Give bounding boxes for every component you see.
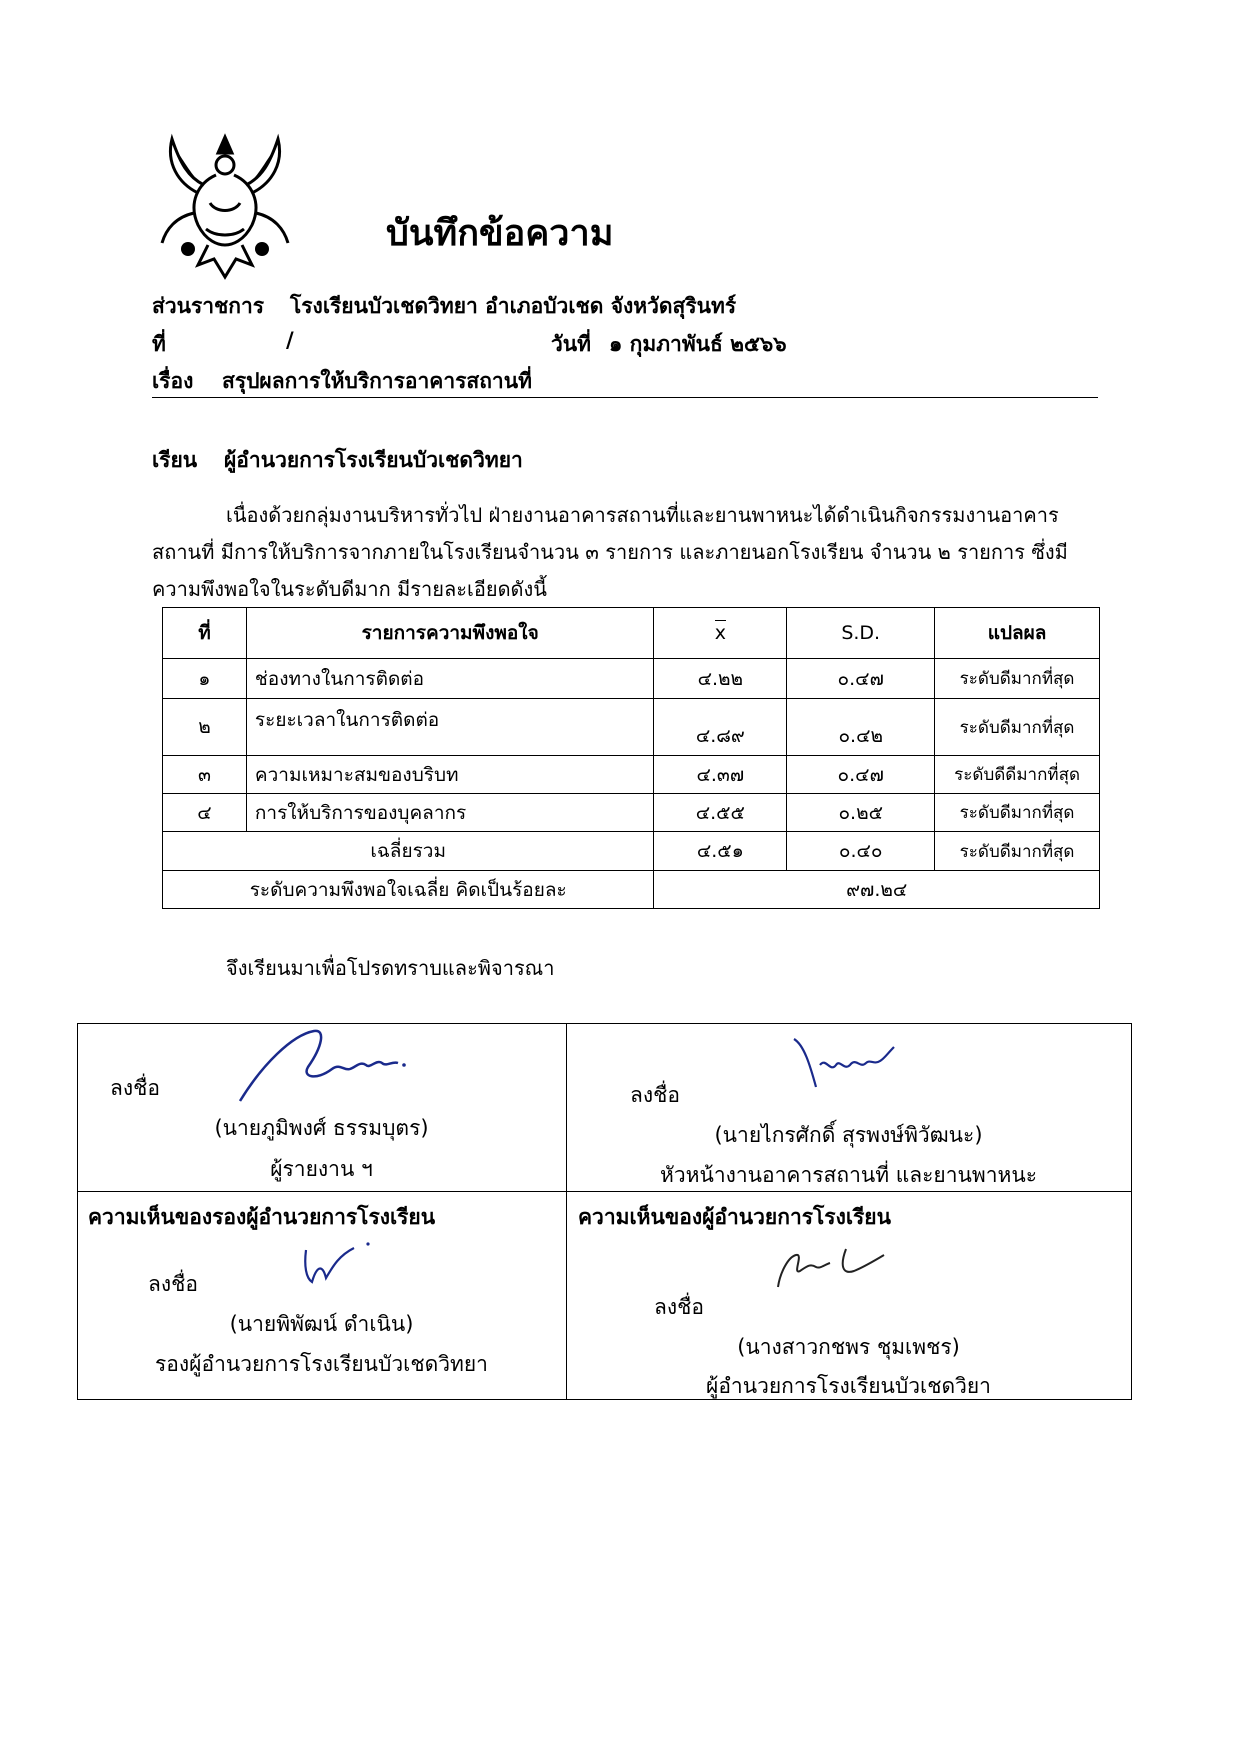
paragraph-line-1: เนื่องด้วยกลุ่มงานบริหารทั่วไป ฝ่ายงานอาคารสถานที่และยานพาหนะได้ดำเนินกิจกรรมงานอาคาร: [226, 503, 1059, 527]
to-value: ผู้อำนวยการโรงเรียนบัวเชดวิทยา: [224, 448, 523, 472]
row-no: ๓: [163, 756, 247, 794]
agency-label: ส่วนราชการ: [152, 294, 265, 318]
table-average-row: [163, 832, 1100, 871]
table-row: [163, 699, 1100, 756]
avg-interp: ระดับดีมากที่สุด: [935, 832, 1100, 871]
row-interp: ระดับดีมากที่สุด: [935, 794, 1100, 832]
header-no: ที่: [163, 608, 247, 659]
signature-head: [790, 1035, 900, 1095]
garuda-emblem: [158, 133, 292, 281]
sign-label-deputy: ลงชื่อ: [148, 1272, 198, 1296]
reporter-role: ผู้รายงาน ฯ: [270, 1157, 373, 1181]
ref-slash: /: [286, 328, 294, 352]
closing-text: จึงเรียนมาเพื่อโปรดทราบและพิจารณา: [226, 956, 555, 980]
row-interp: ระดับดีมากที่สุด: [935, 659, 1100, 699]
director-role: ผู้อำนวยการโรงเรียนบัวเชดวิยา: [706, 1374, 991, 1398]
avg-label: เฉลี่ยรวม: [163, 832, 654, 871]
row-sd: ๐.๒๕: [787, 794, 935, 832]
signature-director: [770, 1245, 890, 1295]
row-item: ระยะเวลาในการติดต่อ: [246, 699, 653, 756]
row-mean: ๔.๕๕: [654, 794, 787, 832]
row-item: ช่องทางในการติดต่อ: [246, 659, 653, 699]
percent-label: ระดับความพึงพอใจเฉลี่ย คิดเป็นร้อยละ: [163, 871, 654, 909]
avg-mean: ๔.๕๑: [654, 832, 787, 871]
deputy-role: รองผู้อำนวยการโรงเรียนบัวเชดวิทยา: [155, 1352, 488, 1376]
header-interp: แปลผล: [935, 608, 1100, 659]
date-label: วันที่: [551, 332, 591, 356]
header-item: รายการความพึงพอใจ: [246, 608, 653, 659]
sign-label-reporter: ลงชื่อ: [110, 1076, 160, 1100]
row-mean: ๔.๓๗: [654, 756, 787, 794]
row-interp: ระดับดีดีมากที่สุด: [935, 756, 1100, 794]
director-name: (นางสาวกชพร ชุมเพชร): [737, 1335, 960, 1359]
agency-value: โรงเรียนบัวเชดวิทยา อำเภอบัวเชด จังหวัดสุรินทร์: [290, 294, 737, 318]
table-row: [163, 756, 1100, 794]
row-mean: ๔.๘๙: [654, 699, 787, 756]
sign-label-head: ลงชื่อ: [630, 1083, 680, 1107]
row-sd: ๐.๔๗: [787, 756, 935, 794]
director-heading: ความเห็นของผู้อำนวยการโรงเรียน: [578, 1205, 891, 1229]
paragraph-line-2: สถานที่ มีการให้บริการจากภายในโรงเรียนจำนวน ๓ รายการ และภายนอกโรงเรียน จำนวน ๒ รายการ ซึ่งมี: [152, 540, 1068, 564]
deputy-heading: ความเห็นของรองผู้อำนวยการโรงเรียน: [88, 1205, 436, 1229]
head-name: (นายไกรศักดิ์ สุรพงษ์พิวัฒนะ): [714, 1123, 983, 1147]
row-sd: ๐.๔๒: [787, 699, 935, 756]
subject-label: เรื่อง: [152, 369, 194, 393]
memo-title: บันทึกข้อความ: [386, 213, 614, 254]
paragraph-line-3: ความพึงพอใจในระดับดีมาก มีรายละเอียดดังนี้: [152, 577, 547, 601]
deputy-name: (นายพิพัฒน์ ดำเนิน): [229, 1312, 414, 1336]
header-mean: [654, 608, 787, 659]
ref-label: ที่: [152, 332, 166, 356]
header-rule: [152, 397, 1098, 398]
table-percent-row: [163, 871, 1100, 909]
row-interp: ระดับดีมากที่สุด: [935, 699, 1100, 756]
head-role: หัวหน้างานอาคารสถานที่ และยานพาหนะ: [660, 1163, 1037, 1187]
table-header-row: [163, 608, 1100, 659]
subject-value: สรุปผลการให้บริการอาคารสถานที่: [222, 369, 532, 393]
table-row: [163, 794, 1100, 832]
reporter-name: (นายภูมิพงศ์ ธรรมบุตร): [214, 1116, 429, 1140]
sign-label-director: ลงชื่อ: [654, 1295, 704, 1319]
row-no: ๑: [163, 659, 247, 699]
signature-deputy: [296, 1238, 376, 1288]
table-row: [163, 659, 1100, 699]
signature-reporter: [232, 1025, 422, 1103]
date-value: ๑ กุมภาพันธ์ ๒๕๖๖: [609, 332, 787, 356]
row-no: ๔: [163, 794, 247, 832]
row-item: การให้บริการของบุคลากร: [246, 794, 653, 832]
header-sd: S.D.: [787, 608, 935, 659]
row-mean: ๔.๒๒: [654, 659, 787, 699]
row-sd: ๐.๔๗: [787, 659, 935, 699]
row-no: ๒: [163, 699, 247, 756]
row-item: ความเหมาะสมของบริบท: [246, 756, 653, 794]
to-label: เรียน: [152, 448, 198, 472]
satisfaction-table: [162, 607, 1100, 909]
avg-sd: ๐.๔๐: [787, 832, 935, 871]
percent-value: ๙๗.๒๔: [654, 871, 1100, 909]
mean-symbol: x: [714, 622, 726, 644]
